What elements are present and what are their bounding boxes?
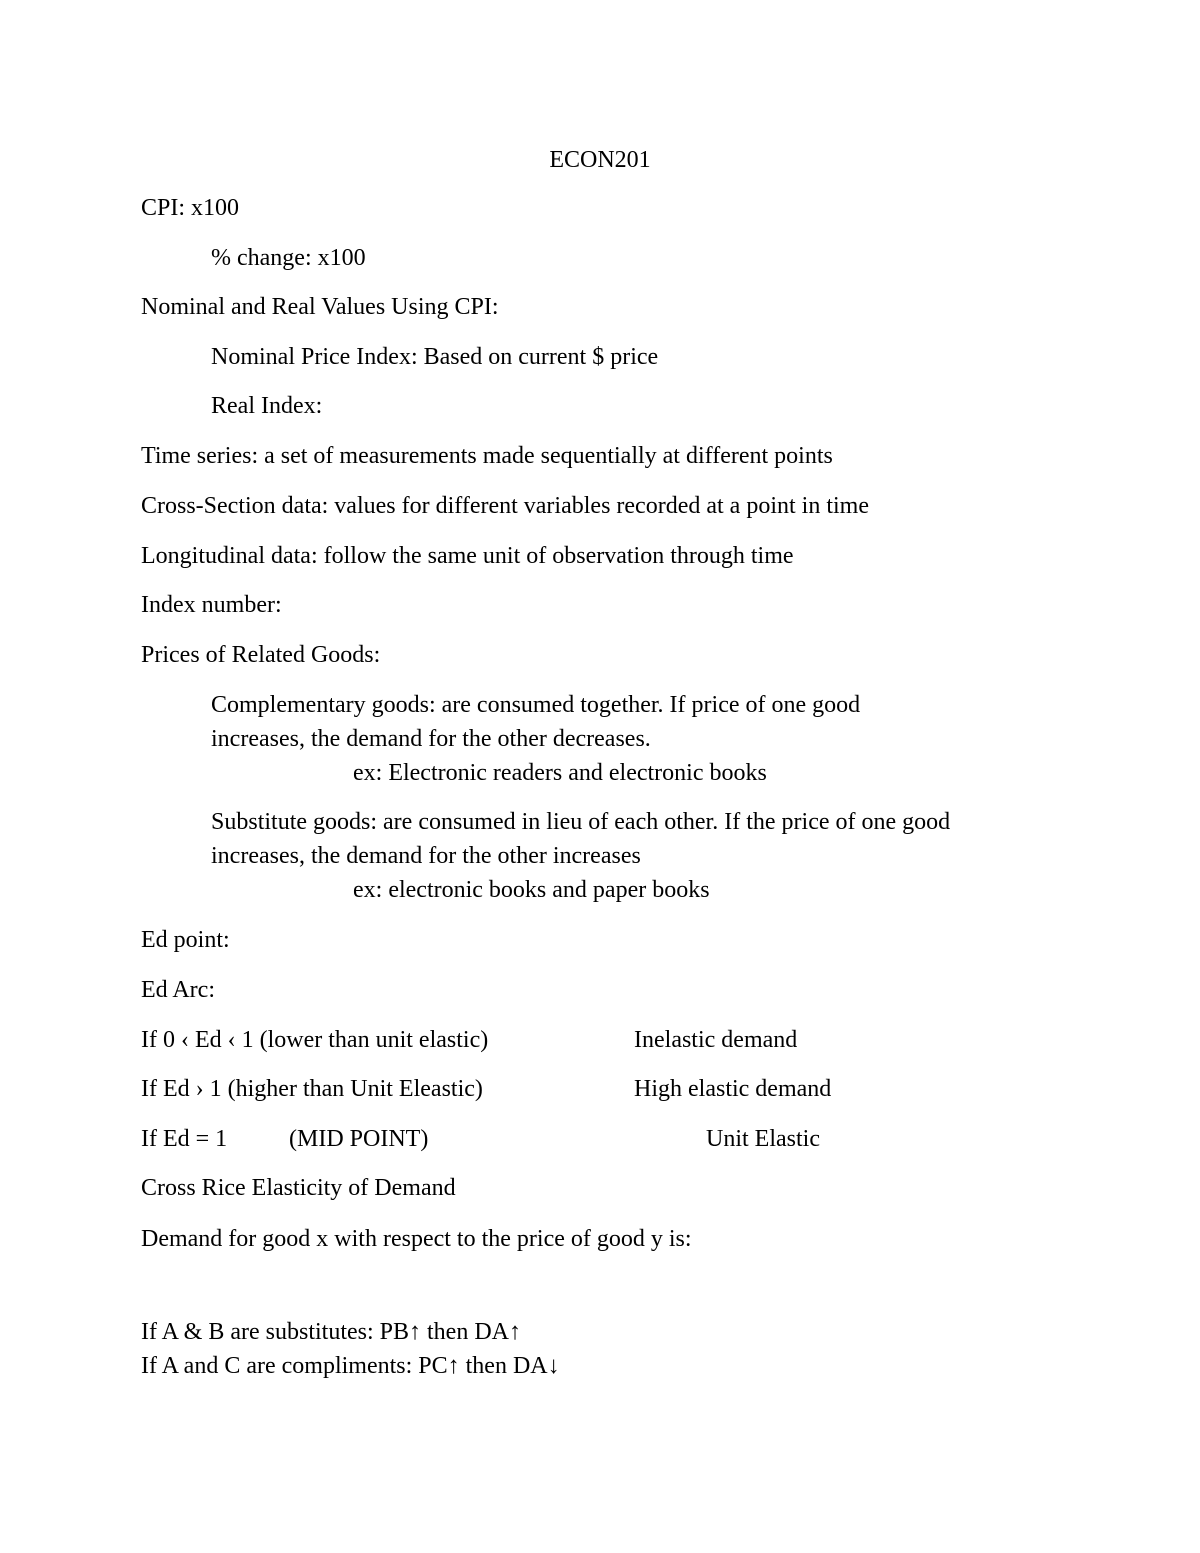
substitutes-rule-line: If A & B are substitutes: PB↑ then DA↑ — [141, 1319, 521, 1345]
nominal-real-heading: Nominal and Real Values Using CPI: — [141, 294, 499, 320]
rule-unit-result: Unit Elastic — [706, 1126, 820, 1152]
index-number-line: Index number: — [141, 592, 282, 618]
real-index-line: Real Index: — [211, 393, 323, 419]
cross-section-line: Cross-Section data: values for different variables recorded at a point in time — [141, 493, 869, 519]
substitute-goods-example: ex: electronic books and paper books — [353, 877, 710, 903]
percent-change-line: % change: x100 — [211, 245, 366, 271]
prices-related-goods-heading: Prices of Related Goods: — [141, 642, 381, 668]
complementary-goods-line-1: Complementary goods: are consumed together. If price of one good — [211, 692, 861, 718]
ed-point-line: Ed point: — [141, 927, 230, 953]
rule-elastic-result: High elastic demand — [634, 1076, 832, 1102]
substitute-goods-line-1: Substitute goods: are consumed in lieu of each other. If the price of one good — [211, 809, 951, 835]
rule-unit-condition: If Ed = 1 — [141, 1126, 228, 1152]
rule-elastic-condition: If Ed › 1 (higher than Unit Eleastic) — [141, 1076, 483, 1102]
rule-inelastic-result: Inelastic demand — [634, 1027, 798, 1053]
ed-arc-line: Ed Arc: — [141, 977, 215, 1003]
rule-inelastic-condition: If 0 ‹ Ed ‹ 1 (lower than unit elastic) — [141, 1027, 489, 1053]
compliments-rule-line: If A and C are compliments: PC↑ then DA↓ — [141, 1353, 560, 1379]
nominal-price-index-line: Nominal Price Index: Based on current $ price — [211, 344, 659, 370]
substitute-goods-line-2: increases, the demand for the other increases — [211, 843, 641, 869]
complementary-goods-example: ex: Electronic readers and electronic books — [353, 760, 767, 786]
cross-rice-heading: Cross Rice Elasticity of Demand — [141, 1175, 456, 1201]
rule-unit-midpoint: (MID POINT) — [289, 1126, 429, 1152]
demand-for-x-line: Demand for good x with respect to the price of good y is: — [141, 1226, 692, 1252]
document-title: ECON201 — [549, 147, 651, 173]
time-series-line: Time series: a set of measurements made sequentially at different points — [141, 443, 833, 469]
longitudinal-line: Longitudinal data: follow the same unit of observation through time — [141, 543, 794, 569]
cpi-line: CPI: x100 — [141, 195, 240, 221]
complementary-goods-line-2: increases, the demand for the other decreases. — [211, 726, 651, 752]
